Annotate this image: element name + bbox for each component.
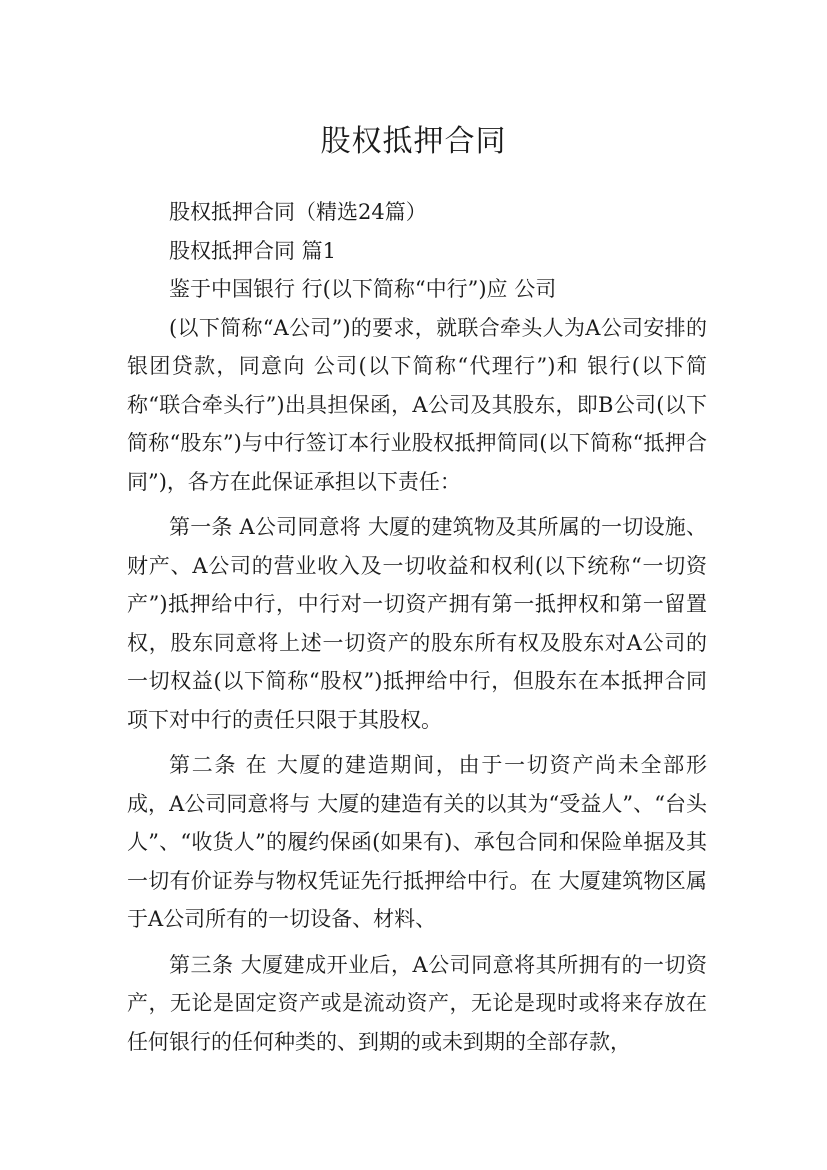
document-title: 股权抵押合同	[320, 124, 507, 160]
article-1-paragraph: 第一条 A公司同意将 大厦的建筑物及其所属的一切设施、财产、A公司的营业收入及一切收益和权利(以下统称“一切资产”)抵押给中行，中行对一切资产拥有第一抵押权和第一留置权，股东同意将上述一切资产的股东所有权及股东对A公司的一切权益(以下简称“股权”)抵押给中行，但股东在本抵押合同项下对中行的责任只限于其股权。	[127, 515, 707, 732]
subtitle-paragraph: 股权抵押合同（精选24篇）	[169, 200, 427, 224]
section-heading: 股权抵押合同 篇1	[169, 238, 337, 263]
intro-paragraph: 鉴于中国银行 行(以下简称“中行”)应 公司	[169, 277, 557, 301]
intro-continuation-paragraph: (以下简称“A公司”)的要求，就联合牵头人为A公司安排的银团贷款，同意向 公司(以下简称“代理行”)和 银行(以下简称“联合牵头行”)出具担保函，A公司及其股东，即B公司(以下简称“股东”)与中行签订本行业股权抵押简同(以下简称“抵押合同”)，各方在此保证承担以下责任：	[127, 315, 707, 494]
document-body	[127, 193, 707, 1061]
article-2-paragraph: 第二条 在 大厦的建造期间，由于一切资产尚未全部形成，A公司同意将与 大厦的建造有关的以其为“受益人”、“台头人”、“收货人”的履约保函(如果有)、承包合同和保险单据及其一切有价证券与物权凭证先行抵押给中行。在 大厦建筑物区属于A公司所有的一切设备、材料、	[127, 753, 707, 931]
article-3-paragraph: 第三条 大厦建成开业后，A公司同意将其所拥有的一切资产，无论是固定资产或是流动资产，无论是现时或将来存放在任何银行的任何种类的、到期的或未到期的全部存款，	[127, 952, 707, 1054]
